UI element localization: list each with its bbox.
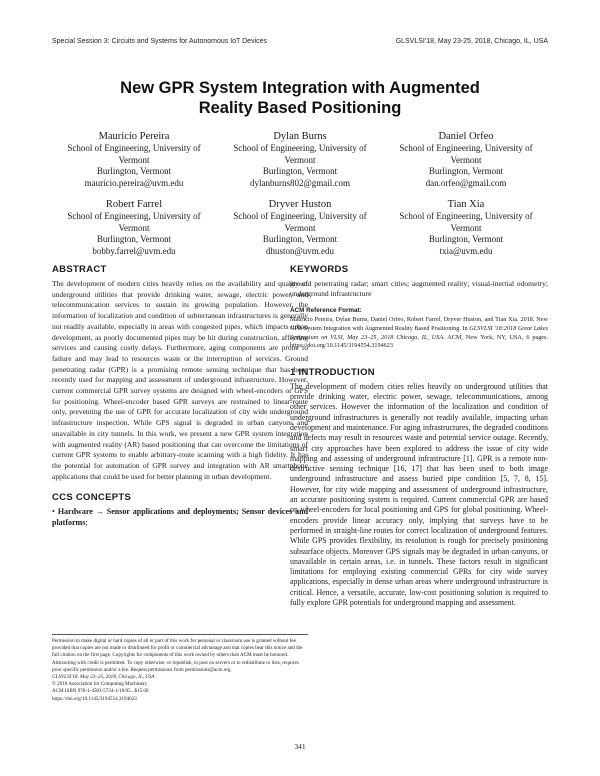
author-email[interactable]: txia@uvm.edu <box>439 245 493 256</box>
running-header-left: Special Session 3: Circuits and Systems for Autonomous IoT Devices <box>52 38 268 45</box>
author-email[interactable]: dan.orfeo@gmail.com <box>425 177 507 188</box>
author-name: Robert Farrel <box>105 199 163 210</box>
author-city: Burlington, Vermont <box>96 234 172 244</box>
ccs-text <box>52 507 308 528</box>
author-email[interactable]: bobby.farrel@uvm.edu <box>92 245 176 256</box>
author-city: Burlington, Vermont <box>428 166 504 176</box>
author-block <box>384 130 548 189</box>
keywords-section <box>290 264 548 299</box>
author-city: Burlington, Vermont <box>262 166 338 176</box>
keywords-text: ground penetrating radar; smart cities; augmented reality; visual-inertial odometry; underground infrastructure <box>290 279 548 299</box>
author-name: Dryver Huston <box>268 199 332 210</box>
author-affiliation: School of Engineering, University of <box>399 211 533 221</box>
ccs-arrow: → <box>95 507 104 517</box>
author-city: Burlington, Vermont <box>428 234 504 244</box>
ccs-section <box>52 492 308 528</box>
abstract-text: The development of modern cities heavily relies on the availability and quality of underground utilities that provide drinking water, sewage, electric power, and telecommunication services to sustain its growing population. However, the information of localization and condition of subterranean infrastructures is generally not readily available, especially in areas with congested pipes, which impacts urban development, as poorly documented pipes may be hit during construction, affecting services and causing costly delays. Furthermore, aging components are prone to failure and may lead to resources waste or the interruption of services. Ground penetrating radar (GPR) is a promising remote sensing technique that has been recently used for mapping and assessment of underground infrastructure. However, current commercial GPR survey systems are designed with wheel-encoders or GPS for positioning. Wheel-encoder based GPR surveys are restrained to linear-route only, preventing the use of GPR for accurate localization of city wide underground infrastructure inspection. While GPS signal is degraded in urban canyons and unavailable in city tunnels. In this work, we present a new GPR system integration with augmented reality (AR) based positioning that can overcome the limitations of current GPR systems to enable arbitrary-route scanning with a high fidelity. It has the potential for automation of GPR survey and integration with AR smartphone applications that could be used for better planning in urban development. <box>52 279 308 481</box>
introduction-heading: 1 INTRODUCTION <box>290 366 375 378</box>
permission-isbn: ACM ISBN 978-1-4503-5724-1/18/05...$15.00 <box>52 688 149 695</box>
permission-block <box>52 634 308 703</box>
ccs-heading: CCS CONCEPTS <box>52 492 132 504</box>
author-name: Daniel Orfeo <box>438 131 494 142</box>
author-email[interactable]: mauricio.pereira@uvm.edu <box>84 177 184 188</box>
paper-title-line2: Reality Based Positioning <box>198 99 402 117</box>
abstract-section <box>52 264 308 482</box>
permission-text: Permission to make digital or hard copies of all or part of this work for personal or classroom use is granted without fee provided that copies are not made or distributed for profit or commercial advantage and that copies bear this notice and the full citation on the first page. Copyrights for components of this work owned by others than ACM must be honored. Abstracting with credit is permitted. To copy otherwise, or republish, to post on servers or to redistribute to lists, requires prior specific permission and/or a fee. Request permissions from permissions@acm.org. <box>52 638 303 673</box>
author-affiliation: School of Engineering, University of <box>233 143 367 153</box>
ccs-term: Sensor applications and deployments; Sensor devices and platforms <box>52 507 309 527</box>
author-block <box>52 198 216 257</box>
author-affiliation: Vermont <box>118 154 150 165</box>
permission-copyright: © 2018 Association for Computing Machinery. <box>52 681 149 688</box>
ccs-bullet: • <box>52 507 55 517</box>
keywords-heading: KEYWORDS <box>290 264 349 275</box>
right-column <box>290 264 548 608</box>
paper-title <box>60 78 540 118</box>
left-column <box>52 264 308 528</box>
author-city: Burlington, Vermont <box>262 234 338 244</box>
permission-venue-text: GLSVLSI'18, May 23–25, 2018, Chicago, IL, USA <box>52 674 155 681</box>
running-header-right: GLSVLSI'18, May 23-25, 2018, Chicago, IL, USA <box>395 38 548 45</box>
author-block <box>52 130 216 189</box>
acm-reference-proceedings: GLSVLSI '18:2018 Great Lakes Symposium on VLSI, May 23–25, 2018 Chicago, IL, USA. <box>290 325 549 341</box>
page-number: 341 <box>294 742 306 751</box>
author-affiliation: Vermont <box>450 222 482 233</box>
acm-reference-tail: ACM, New York, NY, USA, 6 pages. https://doi.org/10.1145/3194554.3194623 <box>290 333 548 350</box>
ccs-term: Hardware <box>57 507 93 517</box>
author-name: Tian Xia <box>447 199 485 210</box>
author-block <box>218 130 382 189</box>
introduction-section <box>290 367 548 609</box>
author-city: Burlington, Vermont <box>96 166 172 176</box>
author-block <box>218 198 382 257</box>
author-affiliation: Vermont <box>118 222 150 233</box>
author-affiliation: School of Engineering, University of <box>67 143 201 153</box>
author-affiliation: Vermont <box>284 222 316 233</box>
author-affiliation: School of Engineering, University of <box>399 143 533 153</box>
acm-reference-text <box>290 316 548 350</box>
author-name: Mauricio Pereira <box>98 131 170 142</box>
ccs-tail: ; <box>85 517 88 527</box>
author-block <box>384 198 548 257</box>
acm-reference-authors: Mauricio Pereira, Dylan Burns, Daniel Orfeo, Robert Farrel, Dryver Huston, and Tian Xia. 2018. New GPR System Integration with Augmented Reality Based Positioning. In <box>290 316 548 332</box>
author-email[interactable]: dhuston@uvm.edu <box>265 245 335 256</box>
acm-reference-heading: ACM Reference Format: <box>290 307 362 315</box>
paper-title-line1: New GPR System Integration with Augmented <box>120 79 480 97</box>
permission-doi[interactable]: https://doi.org/10.1145/3194554.3194623 <box>52 695 137 702</box>
author-affiliation: Vermont <box>284 154 316 165</box>
introduction-text: The development of modern cities relies heavily on underground utilities that provide drinking water, electric power, sewage, telecommunications, among other services. However the information of the localization and condition of underground infrastructures is generally not readily available, impacting urban development and maintenance. For aging infrastructures, the degraded conditions and defects may result in resources waste and potential service outage. Recently, smart city approaches have been explored to address the issue of city wide mapping and assessing of underground infrastructure [1]. GPR is a remote non-destructive sensing technique [16, 17] that has been used to both image underground infrastructure and assess buried pipe condition [5, 7, 8, 15]. However, for city wide mapping and assessment of underground infrastructure, an accurate positioning system is required. Current commercial GPR are based on wheel-encoders for local positioning and GPS for global positioning. Wheel-encoders provide linear accuracy only, implying that surveys have to be performed in straight-line routes for correct localization of underground features. While GPS provides flexibility, its resolution is rough for precisely positioning subsurface objects. Moreover GPS signals may be degraded in urban canyons, or unavailable in certain areas, i.e. in tunnels. These factors result in significant limitations for employing existing commercial GPRs for city wide survey applications, especially in dense urban areas where underground infrastructure is critical. Hence, a versatile, accurate, low-cost positioning solution is required to fully explore GPR potentials for underground mapping and assessment. <box>290 381 548 608</box>
author-affiliation: School of Engineering, University of <box>67 211 201 221</box>
author-email[interactable]: dylanburns802@gmail.com <box>249 177 351 188</box>
author-affiliation: School of Engineering, University of <box>233 211 367 221</box>
author-name: Dylan Burns <box>273 131 327 142</box>
abstract-heading: ABSTRACT <box>52 264 107 275</box>
acm-reference-section <box>290 307 548 350</box>
author-affiliation: Vermont <box>450 154 482 165</box>
